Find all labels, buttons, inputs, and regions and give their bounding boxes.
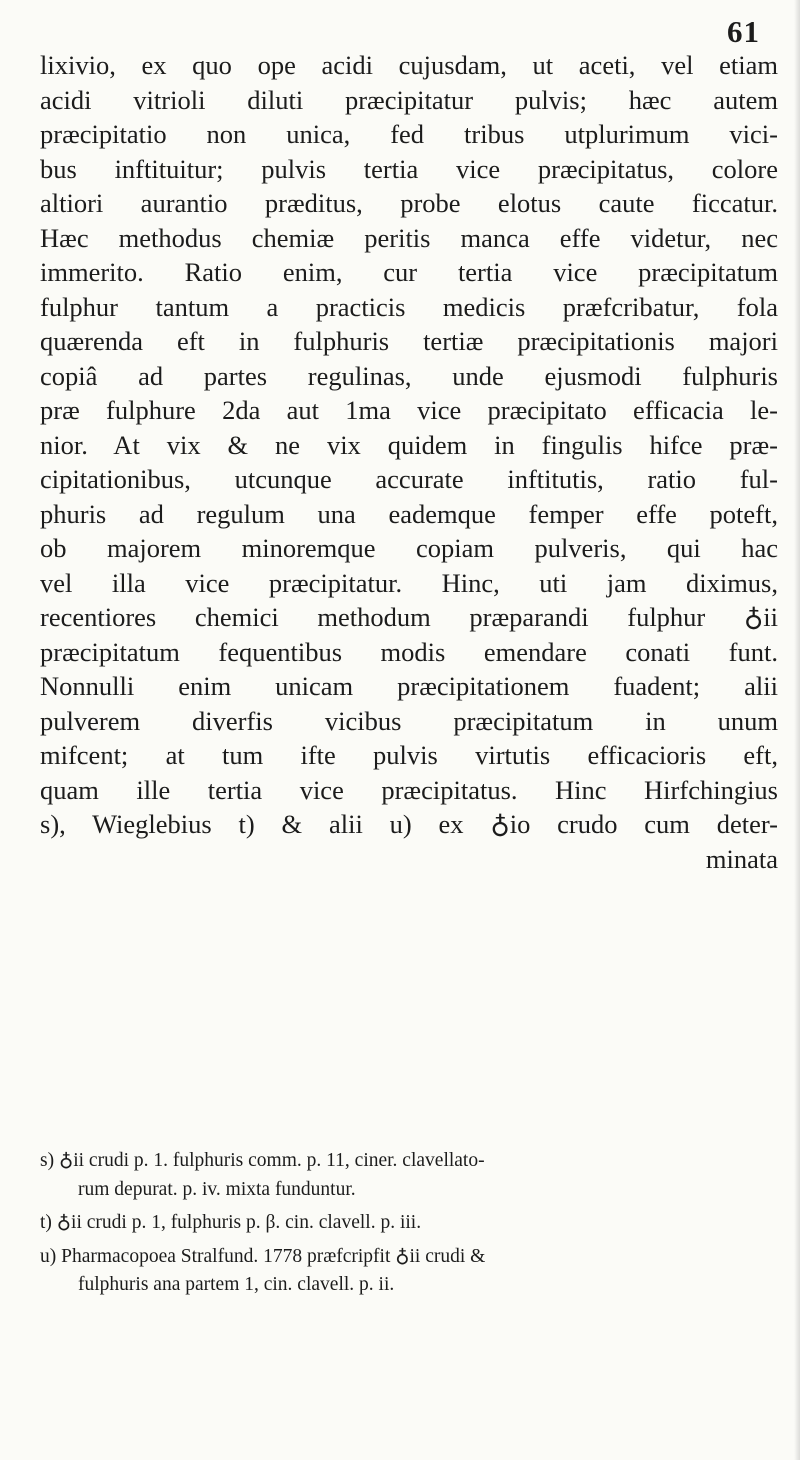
text-line: immerito. Ratio enim, cur tertia vice præcipitatum <box>40 257 778 287</box>
footnotes <box>40 1147 778 1300</box>
page-edge-shadow <box>794 0 800 1460</box>
text-line: Nonnulli enim unicam præcipitationem fuadent; alii <box>40 671 778 701</box>
text-line: ob majorem minoremque copiam pulveris, qui hac <box>40 533 778 563</box>
text-line: quam ille tertia vice præcipitatus. Hinc Hirfchingius <box>40 774 778 805</box>
text-line: Hæc methodus chemiæ peritis manca effe videtur, nec <box>40 222 778 253</box>
text-line: vel illa vice præcipitatur. Hinc, uti jam diximus, <box>40 567 778 598</box>
text-line: mifcent; at tum ifte pulvis virtutis efficacioris eft, <box>40 740 778 770</box>
text-line: præ fulphure 2da aut 1ma vice præcipitato efficacia le- <box>40 395 778 425</box>
text-line: phuris ad regulum una eademque femper effe poteft, <box>40 498 778 529</box>
text-line: lixivio, ex quo ope acidi cujusdam, ut aceti, vel etiam <box>40 50 778 80</box>
catchword: minata <box>705 843 778 874</box>
body-text <box>40 48 778 876</box>
text-line: quærenda eft in fulphuris tertiæ præcipitationis majori <box>40 326 778 356</box>
text-line: recentiores chemici methodum præparandi fulphur ♁ii <box>40 602 778 632</box>
text-line: s), Wieglebius t) & alii u) ex ♁io crudo cum deter- <box>40 809 778 839</box>
text-line: fulphur tantum a practicis medicis præfcribatur, fola <box>40 291 778 322</box>
footnote-u: u) Pharmacopoea Stralfund. 1778 præfcripfit ♁ii crudi & <box>40 1245 486 1267</box>
text-line: præcipitatum fequentibus modis emendare conati funt. <box>40 636 778 667</box>
text-line: præcipitatio non unica, fed tribus utplurimum vici- <box>40 119 778 149</box>
text-line: altiori aurantio præditus, probe elotus caute ficcatur. <box>40 188 778 218</box>
footnote-s: s) ♁ii crudi p. 1. fulphuris comm. p. 11, ciner. clavellato- <box>40 1150 485 1171</box>
text-line: pulverem diverfis vicibus præcipitatum in unum <box>40 705 778 736</box>
footnote-s-continued: rum depurat. p. iv. mixta funduntur. <box>78 1178 356 1200</box>
footnote-u-continued: fulphuris ana partem 1, cin. clavell. p. ii. <box>78 1274 395 1295</box>
text-line: cipitationibus, utcunque accurate inftitutis, ratio ful- <box>40 464 778 494</box>
page-number: 61 <box>727 14 760 49</box>
text-line: bus inftituitur; pulvis tertia vice præcipitatus, colore <box>40 153 778 184</box>
footnote-t: t) ♁ii crudi p. 1, fulphuris p. β. cin. clavell. p. iii. <box>40 1212 422 1233</box>
text-line: nior. At vix & ne vix quidem in fingulis hifce præ- <box>40 429 778 460</box>
text-line: acidi vitrioli diluti præcipitatur pulvis; hæc autem <box>40 84 778 115</box>
text-line: copiâ ad partes regulinas, unde ejusmodi fulphuris <box>40 360 778 391</box>
